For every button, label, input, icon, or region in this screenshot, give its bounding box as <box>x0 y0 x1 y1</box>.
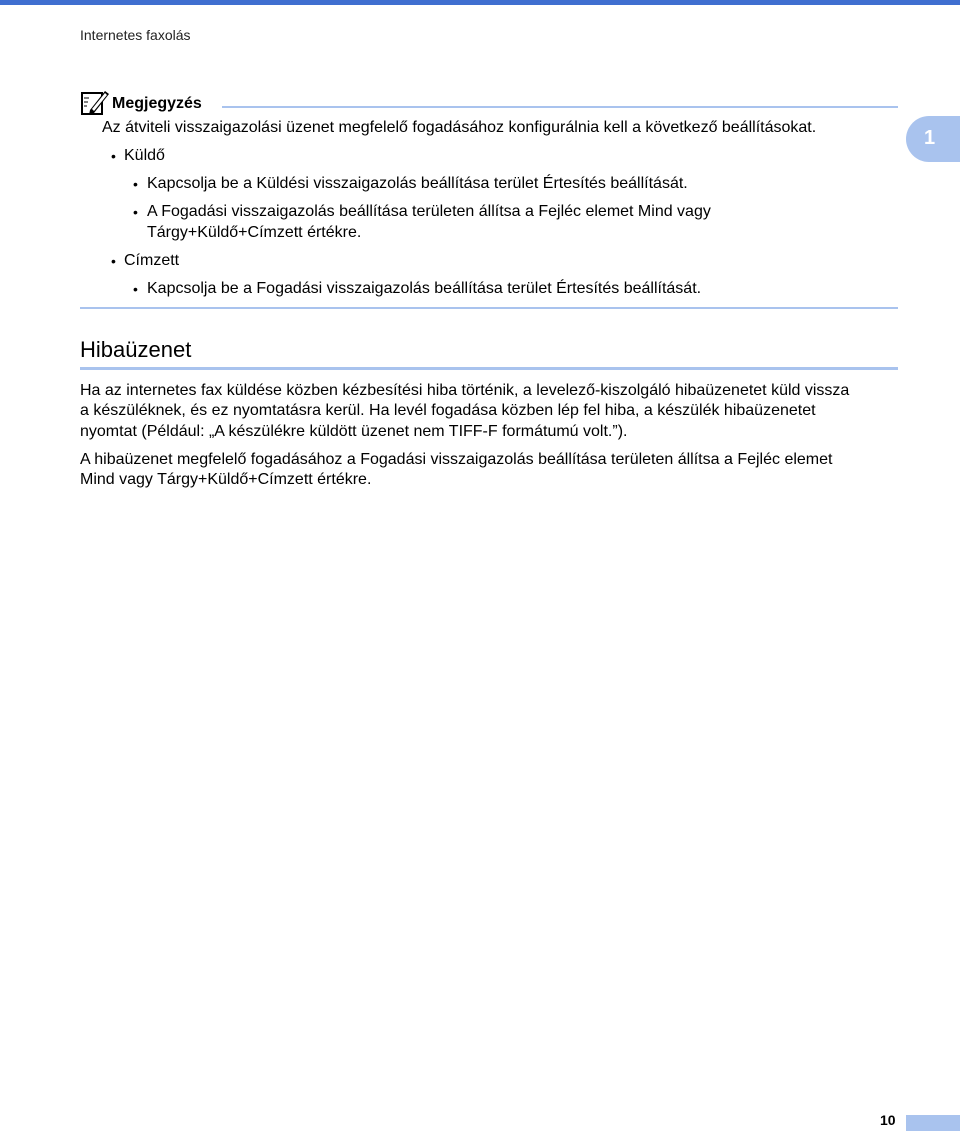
page-number: 10 <box>880 1112 896 1128</box>
note-pencil-icon <box>80 88 110 116</box>
bullet: • <box>133 204 138 220</box>
top-rule <box>0 0 960 5</box>
note-end-rule <box>80 307 898 309</box>
note-item-label: Címzett <box>124 252 180 269</box>
paragraph-line: Mind vagy Tárgy+Küldő+Címzett értékre. <box>80 471 372 488</box>
chapter-number: 1 <box>924 127 936 149</box>
bullet: • <box>133 281 138 297</box>
paragraph-line: a készüléknek, és ez nyomtatásra kerül. Ha levél fogadása közben lép fel hiba, a készülék hibaüzenetet <box>80 402 816 419</box>
note-subitem-line: Kapcsolja be a Fogadási visszaigazolás beállítása terület Értesítés beállítását. <box>147 280 702 297</box>
paragraph-line: nyomtat (Például: „A készülékre küldött üzenet nem TIFF-F formátumú volt.”). <box>80 423 628 440</box>
note-subitem-line: Tárgy+Küldő+Címzett értékre. <box>147 224 362 241</box>
page-number-tab <box>906 1115 960 1131</box>
note-item-label: Küldő <box>124 147 165 164</box>
note-subitem-line: A Fogadási visszaigazolás beállítása területen állítsa a Fejléc elemet Mind vagy <box>147 203 711 220</box>
paragraph-line: A hibaüzenet megfelelő fogadásához a Fogadási visszaigazolás beállítása területen állítsa a Fejléc elemet <box>80 451 833 468</box>
section-title-rule <box>80 367 898 370</box>
paragraph-line: Ha az internetes fax küldése közben kézbesítési hiba történik, a levelező-kiszolgáló hibaüzenetet küld vissza <box>80 382 850 399</box>
section-title: Hibaüzenet <box>80 337 192 362</box>
note-title: Megjegyzés <box>112 95 202 112</box>
bullet: • <box>111 148 116 164</box>
running-header: Internetes faxolás <box>80 27 191 43</box>
chapter-tab <box>906 116 960 162</box>
note-subitem-line: Kapcsolja be a Küldési visszaigazolás beállítása terület Értesítés beállítását. <box>147 175 688 192</box>
bullet: • <box>133 176 138 192</box>
bullet: • <box>111 253 116 269</box>
note-title-rule <box>222 106 898 108</box>
note-intro: Az átviteli visszaigazolási üzenet megfelelő fogadásához konfigurálnia kell a következő beállításokat. <box>102 119 817 136</box>
